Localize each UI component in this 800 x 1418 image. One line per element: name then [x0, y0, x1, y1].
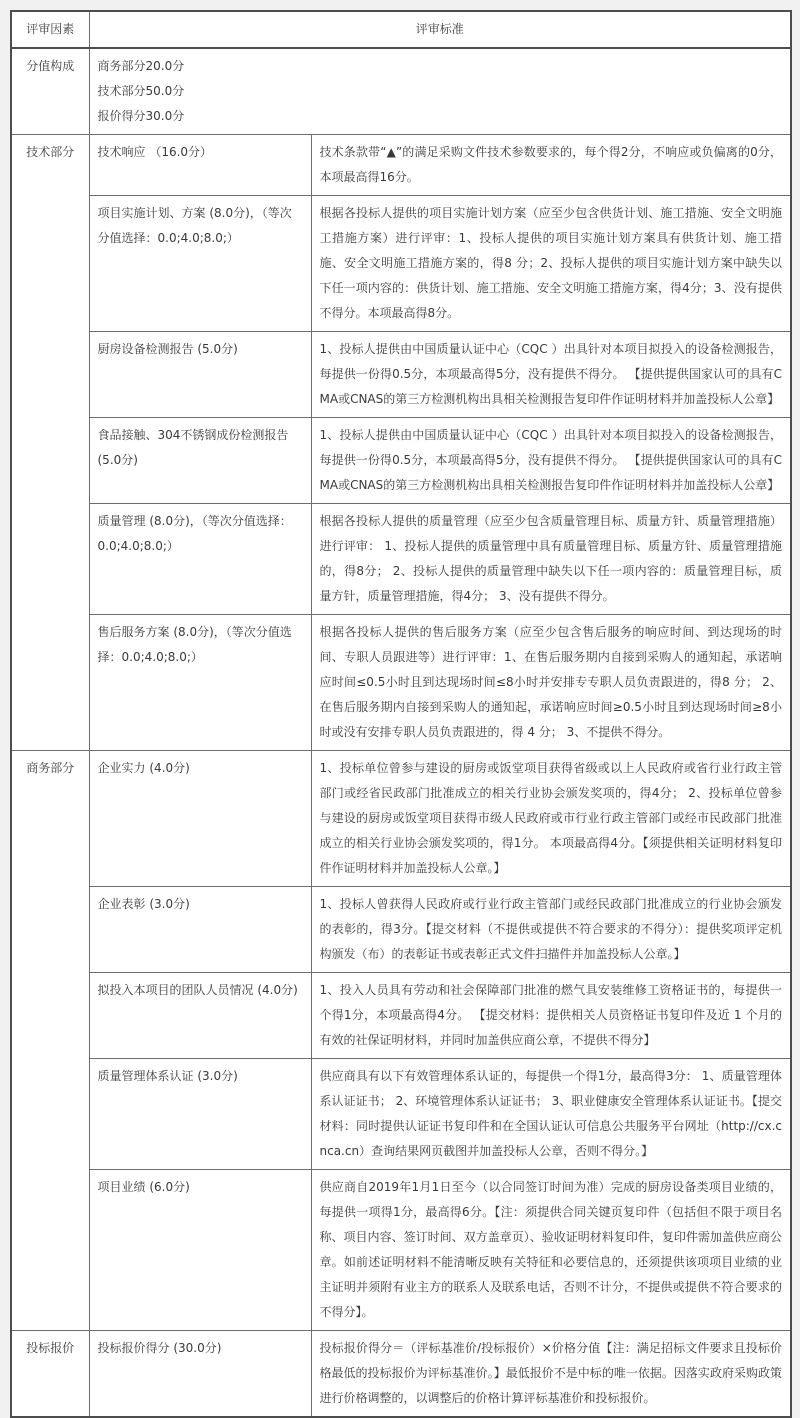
standard-cell: 供应商自2019年1月1日至今（以合同签订时间为准）完成的厨房设备类项目业绩的，每提供一项得1分，最高得6分。【注：须提供合同关键页复印件（包括但不限于项目名称、项目内容、签订时间、双方盖章页）、验收证明材料复印件，复印件需加盖供应商公章。如前述证明材料不能清晰反映有关特征和必要信息的，还须提供该项项目业绩的业主证明并须附有业主方的联系人及联系电话，否则不计分，不提供或提供不符合要求的不得分】。 — [311, 1170, 791, 1331]
standard-cell: 1、投标人提供由中国质量认证中心（CQC ）出具针对本项目拟投入的设备检测报告，每提供一份得0.5分，本项最高得5分，没有提供不得分。 【提供提供国家认可的具有CMA或CNAS的第三方检测机构出具相关检测报告复印件作证明材料并加盖投标人公章】 — [311, 418, 791, 504]
standard-cell: 1、投入人员具有劳动和社会保障部门批准的燃气具安装维修工资格证书的，每提供一个得1分，本项最高得4分。 【提交材料：提供相关人员资格证书复印件及近 1 个月的有效的社保证明材料，并同时加盖供应商公章，不提供不得分】 — [311, 973, 791, 1059]
standard-cell: 根据各投标人提供的售后服务方案（应至少包含售后服务的响应时间、到达现场的时间、专职人员跟进等）进行评审：1、在售后服务期内自接到采购人的通知起，承诺响应时间≤0.5小时且到达现场时间≤8小时并安排专专职人员负责跟进的，得8 分； 2、在售后服务期内自接到采购人的通知起，承诺响应时间≥0.5小时且到达现场时间≥8小时或没有安排专职人员负责跟进的，得 4 分； 3、不提供不得分。 — [311, 615, 791, 751]
standard-cell: 1、投标单位曾参与建设的厨房或饭堂项目获得省级或以上人民政府或省行业行政主管部门或经省民政部门批准成立的相关行业协会颁发奖项的，得4分； 2、投标单位曾参与建设的厨房或饭堂项目获得市级人民政府或市行业行政主管部门或经市民政部门批准成立的相关行业协会颁发奖项的，得1分。 本项最高得4分。【须提供相关证明材料复印件作证明材料并加盖投标人公章。】 — [311, 751, 791, 887]
table-row — [11, 973, 791, 1059]
criterion-cell: 投标报价得分 (30.0分) — [89, 1331, 311, 1418]
score-line-commercial: 商务部分20.0分 — [97, 59, 185, 73]
table-row — [11, 615, 791, 751]
table-row — [11, 1059, 791, 1170]
criterion-cell: 项目实施计划、方案 (8.0分)，（等次分值选择：0.0;4.0;8.0;） — [89, 196, 311, 332]
criterion-cell: 售后服务方案 (8.0分)，（等次分值选择：0.0;4.0;8.0;） — [89, 615, 311, 751]
section-label-score-composition: 分值构成 — [11, 48, 89, 135]
score-composition-cell — [89, 48, 791, 135]
criterion-cell: 食品接触、304不锈钢成份检测报告 (5.0分) — [89, 418, 311, 504]
table-header-row — [11, 11, 791, 48]
evaluation-table — [10, 10, 792, 1418]
standard-cell: 投标报价得分＝（评标基准价/投标报价）×价格分值【注：满足招标文件要求且投标价格最低的投标报价为评标基准价。】最低报价不是中标的唯一依据。因落实政府采购政策进行价格调整的，以调整后的价格计算评标基准价和投标报价。 — [311, 1331, 791, 1418]
table-row — [11, 196, 791, 332]
criterion-cell: 企业实力 (4.0分) — [89, 751, 311, 887]
score-line-technical: 技术部分50.0分 — [97, 84, 185, 98]
standard-cell: 供应商具有以下有效管理体系认证的，每提供一个得1分，最高得3分： 1、质量管理体系认证证书； 2、环境管理体系认证证书； 3、职业健康安全管理体系认证证书。【提交材料：同时提供认证证书复印件和在全国认证认可信息公共服务平台网址（http://cx.cnca.cn）查询结果网页截图并加盖投标人公章，否则不得分。】 — [311, 1059, 791, 1170]
table-row — [11, 418, 791, 504]
table-row — [11, 751, 791, 887]
standard-cell: 1、投标人提供由中国质量认证中心（CQC ）出具针对本项目拟投入的设备检测报告，每提供一份得0.5分，本项最高得5分，没有提供不得分。 【提供提供国家认可的具有CMA或CNAS的第三方检测机构出具相关检测报告复印件作证明材料并加盖投标人公章】 — [311, 332, 791, 418]
table-row — [11, 887, 791, 973]
criterion-cell: 项目业绩 (6.0分) — [89, 1170, 311, 1331]
table-row — [11, 1331, 791, 1418]
section-label-technical: 技术部分 — [11, 135, 89, 751]
criterion-cell: 质量管理体系认证 (3.0分) — [89, 1059, 311, 1170]
score-composition-row — [11, 48, 791, 135]
criterion-cell: 企业表彰 (3.0分) — [89, 887, 311, 973]
section-label-commercial: 商务部分 — [11, 751, 89, 1331]
eval-standard-header-cell: 评审标准 — [89, 11, 791, 48]
table-row — [11, 1170, 791, 1331]
criterion-cell: 拟投入本项目的团队人员情况 (4.0分) — [89, 973, 311, 1059]
criterion-cell: 质量管理 (8.0分)，（等次分值选择：0.0;4.0;8.0;） — [89, 504, 311, 615]
standard-cell: 1、投标人曾获得人民政府或行业行政主管部门或经民政部门批准成立的行业协会颁发的表彰的，得3分。【提交材料（不提供或提供不符合要求的不得分）：提供奖项评定机构颁发（布）的表彰证书或表彰正式文件扫描件并加盖投标人公章。】 — [311, 887, 791, 973]
table-row — [11, 135, 791, 196]
section-label-bid-price: 投标报价 — [11, 1331, 89, 1418]
standard-cell: 技术条款带“▲”的满足采购文件技术参数要求的，每个得2分，不响应或负偏离的0分，本项最高得16分。 — [311, 135, 791, 196]
table-row — [11, 504, 791, 615]
criterion-cell: 厨房设备检测报告 (5.0分) — [89, 332, 311, 418]
standard-cell: 根据各投标人提供的质量管理（应至少包含质量管理目标、质量方针、质量管理措施）进行评审： 1、投标人提供的质量管理中具有质量管理目标、质量方针、质量管理措施的，得8分； 2、投标人提供的质量管理中缺失以下任一项内容的：质量管理目标，质量方针，质量管理措施，得4分； 3、没有提供不得分。 — [311, 504, 791, 615]
criterion-cell: 技术响应 （16.0分） — [89, 135, 311, 196]
standard-cell: 根据各投标人提供的项目实施计划方案（应至少包含供货计划、施工措施、安全文明施工措施方案）进行评审：1、投标人提供的项目实施计划方案具有供货计划、施工措施、安全文明施工措施方案的，得8 分；2、投标人提供的项目实施计划方案中缺失以下任一项内容的：供货计划、施工措施、安全文明施工措施方案，得4分；3、没有提供不得分。本项最高得8分。 — [311, 196, 791, 332]
table-row — [11, 332, 791, 418]
score-line-price: 报价得分30.0分 — [97, 109, 185, 123]
eval-factor-header-cell: 评审因素 — [11, 11, 89, 48]
